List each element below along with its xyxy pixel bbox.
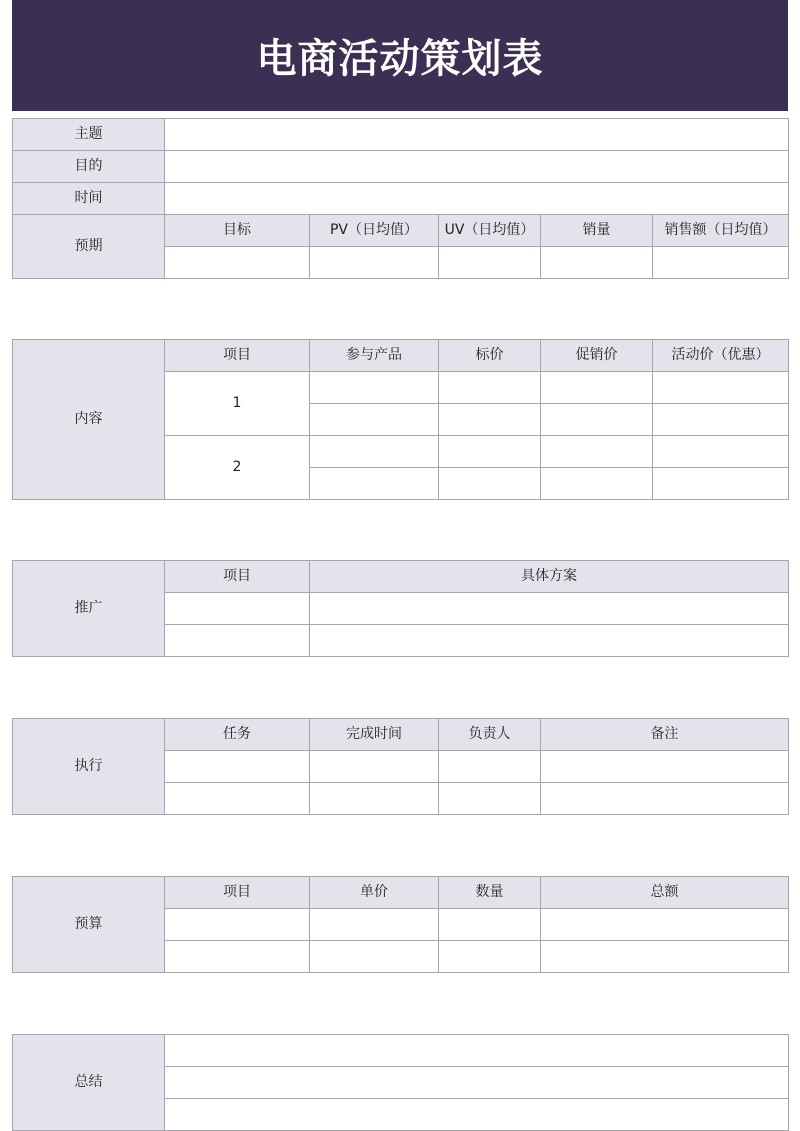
- table-cell[interactable]: [541, 909, 789, 941]
- content-table: [12, 339, 789, 500]
- theme-row: [13, 119, 789, 151]
- budget-label: 预算: [13, 877, 165, 973]
- table-cell[interactable]: [310, 941, 439, 973]
- column-header: 促销价: [541, 340, 653, 372]
- table-cell[interactable]: [541, 468, 653, 500]
- item-number: 1: [165, 372, 310, 436]
- summary-section: [12, 1034, 789, 1131]
- time-row: [13, 183, 789, 215]
- table-cell[interactable]: [310, 247, 439, 279]
- table-cell[interactable]: [310, 751, 439, 783]
- execution-label: 执行: [13, 719, 165, 815]
- column-header: 标价: [439, 340, 541, 372]
- table-cell[interactable]: [165, 1035, 789, 1067]
- summary-label: 总结: [13, 1035, 165, 1131]
- table-cell[interactable]: [541, 372, 653, 404]
- table-cell[interactable]: [165, 247, 310, 279]
- column-header: UV（日均值）: [439, 215, 541, 247]
- table-cell[interactable]: [653, 468, 789, 500]
- table-cell[interactable]: [165, 1099, 789, 1131]
- table-cell[interactable]: [165, 1067, 789, 1099]
- table-cell[interactable]: [541, 941, 789, 973]
- table-cell[interactable]: [541, 783, 789, 815]
- summary-table: [12, 1034, 789, 1131]
- table-cell[interactable]: [653, 404, 789, 436]
- time-label: 时间: [13, 183, 165, 215]
- column-header: 单价: [310, 877, 439, 909]
- promotion-label: 推广: [13, 561, 165, 657]
- table-cell[interactable]: [165, 941, 310, 973]
- table-cell[interactable]: [653, 436, 789, 468]
- column-header: 销售额（日均值）: [653, 215, 789, 247]
- budget-table: [12, 876, 789, 973]
- table-cell[interactable]: [653, 247, 789, 279]
- promotion-header-row: [13, 561, 789, 593]
- table-cell[interactable]: [541, 751, 789, 783]
- content-section: [12, 339, 789, 500]
- promotion-section: [12, 560, 789, 657]
- content-label: 内容: [13, 340, 165, 500]
- table-cell[interactable]: [310, 372, 439, 404]
- table-cell[interactable]: [439, 404, 541, 436]
- table-cell[interactable]: [310, 468, 439, 500]
- column-header: 目标: [165, 215, 310, 247]
- column-header: 销量: [541, 215, 653, 247]
- column-header: 负责人: [439, 719, 541, 751]
- table-cell[interactable]: [165, 909, 310, 941]
- column-header: 项目: [165, 877, 310, 909]
- column-header: 数量: [439, 877, 541, 909]
- column-header: 项目: [165, 561, 310, 593]
- table-cell[interactable]: [310, 783, 439, 815]
- table-cell[interactable]: [439, 909, 541, 941]
- item-number: 2: [165, 436, 310, 500]
- table-cell[interactable]: [165, 625, 310, 657]
- purpose-label: 目的: [13, 151, 165, 183]
- time-cell[interactable]: [165, 183, 789, 215]
- table-cell[interactable]: [439, 941, 541, 973]
- column-header: 活动价（优惠）: [653, 340, 789, 372]
- expected-label: 预期: [13, 215, 165, 279]
- column-header: 参与产品: [310, 340, 439, 372]
- content-header-row: [13, 340, 789, 372]
- table-cell[interactable]: [439, 436, 541, 468]
- column-header: 备注: [541, 719, 789, 751]
- theme-cell[interactable]: [165, 119, 789, 151]
- table-cell[interactable]: [439, 751, 541, 783]
- table-cell[interactable]: [541, 247, 653, 279]
- purpose-cell[interactable]: [165, 151, 789, 183]
- execution-section: [12, 718, 789, 815]
- column-header: PV（日均值）: [310, 215, 439, 247]
- table-cell[interactable]: [310, 436, 439, 468]
- table-cell[interactable]: [439, 783, 541, 815]
- table-cell[interactable]: [439, 247, 541, 279]
- table-cell[interactable]: [310, 404, 439, 436]
- table-cell[interactable]: [653, 372, 789, 404]
- table-cell[interactable]: [541, 436, 653, 468]
- table-cell[interactable]: [439, 372, 541, 404]
- table-cell[interactable]: [310, 593, 789, 625]
- table-cell[interactable]: [165, 751, 310, 783]
- table-row: [13, 1035, 789, 1067]
- table-cell[interactable]: [310, 909, 439, 941]
- purpose-row: [13, 151, 789, 183]
- table-cell[interactable]: [165, 593, 310, 625]
- theme-label: 主题: [13, 119, 165, 151]
- table-cell[interactable]: [165, 783, 310, 815]
- table-cell[interactable]: [541, 404, 653, 436]
- table-cell[interactable]: [310, 625, 789, 657]
- table-cell[interactable]: [439, 468, 541, 500]
- column-header: 项目: [165, 340, 310, 372]
- expected-header-row: [13, 215, 789, 247]
- execution-table: [12, 718, 789, 815]
- column-header: 总额: [541, 877, 789, 909]
- basic-info-section: [12, 118, 789, 279]
- page-title: 电商活动策划表: [12, 0, 788, 111]
- budget-section: [12, 876, 789, 973]
- budget-header-row: [13, 877, 789, 909]
- column-header: 完成时间: [310, 719, 439, 751]
- execution-header-row: [13, 719, 789, 751]
- promotion-table: [12, 560, 789, 657]
- basic-info-table: [12, 118, 789, 279]
- column-header: 具体方案: [310, 561, 789, 593]
- column-header: 任务: [165, 719, 310, 751]
